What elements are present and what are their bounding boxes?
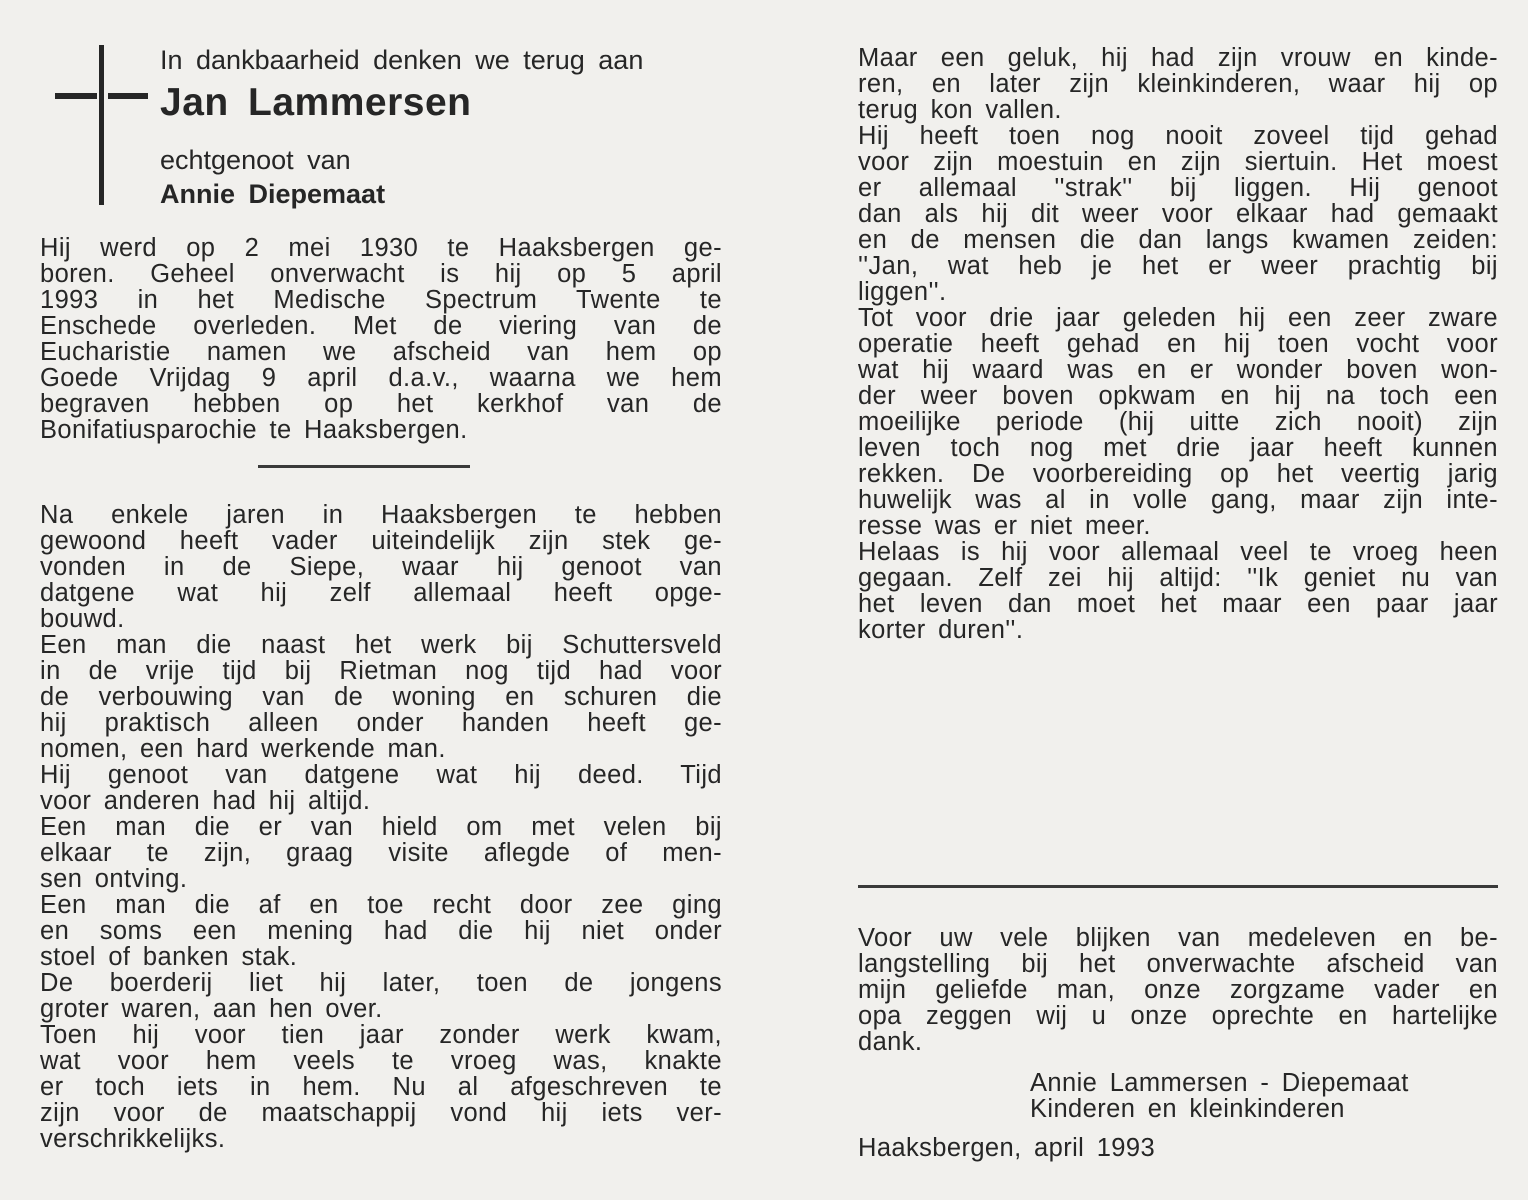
text-line: Enschede overleden. Met de viering van de	[40, 312, 722, 340]
text-line: 1993 in het Medische Spectrum Twente te	[40, 286, 722, 314]
social-paragraph	[40, 814, 722, 892]
text-line: ''Jan, wat heb je het er weer prachtig bij	[858, 252, 1498, 280]
work-paragraph	[40, 632, 722, 762]
text-line: boren. Geheel onverwacht is hij op 5 april	[40, 260, 722, 288]
text-line: Een man die er van hield om met velen bij	[40, 813, 722, 841]
text-line: Voor uw vele blijken van medeleven en be-	[858, 924, 1498, 952]
text-line: en de mensen die dan langs kwamen zeiden:	[858, 226, 1498, 254]
text-line: Goede Vrijdag 9 april d.a.v., waarna we hem	[40, 364, 722, 392]
enjoyment-paragraph	[40, 762, 722, 814]
left-column	[40, 45, 722, 1152]
text-line: gewoond heeft vader uiteindelijk zijn stek ge-	[40, 527, 722, 555]
text-line: elkaar te zijn, graag visite aflegde of men-	[40, 839, 722, 867]
text-line: moeilijke periode (hij uitte zich nooit) zijn	[858, 408, 1498, 436]
text-line: Helaas is hij voor allemaal veel te vroeg heen	[858, 538, 1498, 566]
text-line: der weer boven opkwam en hij na toch een	[858, 382, 1498, 410]
text-line: Eucharistie namen we afscheid van hem op	[40, 338, 722, 366]
cross-horizontal-bar-right	[108, 93, 148, 99]
signature	[1030, 1070, 1528, 1122]
text-line: rekken. De voorbereiding op het veertig jarig	[858, 460, 1498, 488]
cross-horizontal-bar-left	[55, 93, 97, 99]
text-line: nomen, een hard werkende man.	[40, 735, 446, 763]
text-line: ren, en later zijn kleinkinderen, waar hij op	[858, 70, 1498, 98]
right-column	[858, 45, 1498, 1161]
text-line: dank.	[858, 1028, 923, 1056]
text-line: wat hij waard was en er wonder boven won-	[858, 356, 1498, 384]
text-line: zijn voor de maatschappij vond hij iets ver-	[40, 1099, 722, 1127]
cross-icon	[40, 45, 150, 210]
text-line: Een man die af en toe recht door zee ging	[40, 891, 722, 919]
life-paragraph	[40, 502, 722, 632]
card-header	[40, 45, 722, 235]
text-line: datgene wat hij zelf allemaal heeft opge-	[40, 579, 722, 607]
text-line: er allemaal ''strak'' bij liggen. Hij genoot	[858, 174, 1498, 202]
text-line: resse was er niet meer.	[858, 512, 1151, 540]
right-column-text	[858, 45, 1498, 1161]
text-line: dan als hij dit weer voor elkaar had gemaakt	[858, 200, 1498, 228]
text-line: Na enkele jaren in Haaksbergen te hebben	[40, 501, 722, 529]
text-line: terug kon vallen.	[858, 96, 1062, 124]
farewell-paragraph	[858, 539, 1498, 643]
text-line: sen ontving.	[40, 865, 188, 893]
text-line: liggen''.	[858, 278, 947, 306]
text-line: Bonifatiusparochie te Haaksbergen.	[40, 416, 468, 444]
text-line: korter duren''.	[858, 616, 1024, 644]
farm-paragraph	[40, 970, 722, 1022]
character-paragraph	[40, 892, 722, 970]
text-line: Kinderen en kleinkinderen	[1030, 1095, 1345, 1123]
text-line: verschrikkelijks.	[40, 1125, 226, 1153]
garden-paragraph	[858, 123, 1498, 305]
text-line: in de vrije tijd bij Rietman nog tijd had voor	[40, 657, 722, 685]
text-line: wat voor hem veels te vroeg was, knakte	[40, 1047, 722, 1075]
text-line: opa zeggen wij u onze oprechte en hartelijke	[858, 1002, 1498, 1030]
operation-paragraph	[858, 305, 1498, 539]
text-line: Toen hij voor tien jaar zonder werk kwam,	[40, 1021, 722, 1049]
text-line: er toch iets in hem. Nu al afgeschreven te	[40, 1073, 722, 1101]
deceased-name: Jan Lammersen	[160, 81, 472, 124]
text-line: vonden in de Siepe, waar hij genoot van	[40, 553, 722, 581]
text-line: Annie Lammersen - Diepemaat	[1030, 1069, 1409, 1097]
dateline	[858, 1135, 1498, 1161]
text-line: voor zijn moestuin en zijn siertuin. Het moest	[858, 148, 1498, 176]
intro-line: In dankbaarheid denken we terug aan	[160, 45, 644, 75]
text-line: Hij genoot van datgene wat hij deed. Tijd	[40, 761, 722, 789]
birth-death-paragraph	[40, 235, 722, 443]
text-line: Tot voor drie jaar geleden hij een zeer zware	[858, 304, 1498, 332]
relation-line: echtgenoot van	[160, 145, 351, 175]
unemployment-paragraph	[40, 1022, 722, 1152]
family-paragraph	[858, 45, 1498, 123]
text-line: De boerderij liet hij later, toen de jongens	[40, 969, 722, 997]
acknowledgement	[858, 925, 1498, 1055]
text-line: Hij heeft toen nog nooit zoveel tijd gehad	[858, 122, 1498, 150]
text-line: Haaksbergen, april 1993	[858, 1134, 1156, 1162]
text-line: Maar een geluk, hij had zijn vrouw en kinde-	[858, 44, 1498, 72]
section-divider	[258, 465, 470, 468]
text-line: en soms een mening had die hij niet onder	[40, 917, 722, 945]
text-line: het leven dan moet het maar een paar jaar	[858, 590, 1498, 618]
text-line: huwelijk was al in volle gang, maar zijn inte-	[858, 486, 1498, 514]
text-line: Hij werd op 2 mei 1930 te Haaksbergen ge-	[40, 234, 722, 262]
text-line: gegaan. Zelf zei hij altijd: ''Ik geniet nu van	[858, 564, 1498, 592]
text-line: hij praktisch alleen onder handen heeft ge-	[40, 709, 722, 737]
text-line: groter waren, aan hen over.	[40, 995, 383, 1023]
spouse-name: Annie Diepemaat	[160, 179, 386, 209]
cross-vertical-bar	[99, 45, 104, 205]
text-line: bouwd.	[40, 605, 125, 633]
text-line: stoel of banken stak.	[40, 943, 298, 971]
text-line: mijn geliefde man, onze zorgzame vader en	[858, 976, 1498, 1004]
left-column-text	[40, 235, 722, 1152]
text-line: operatie heeft gehad en hij toen vocht voor	[858, 330, 1498, 358]
text-line: Een man die naast het werk bij Schuttersveld	[40, 631, 722, 659]
text-line: begraven hebben op het kerkhof van de	[40, 390, 722, 418]
text-line: de verbouwing van de woning en schuren die	[40, 683, 722, 711]
text-line: voor anderen had hij altijd.	[40, 787, 371, 815]
text-line: leven toch nog met drie jaar heeft kunnen	[858, 434, 1498, 462]
text-line: langstelling bij het onverwachte afscheid van	[858, 950, 1498, 978]
closing-divider	[858, 885, 1498, 888]
